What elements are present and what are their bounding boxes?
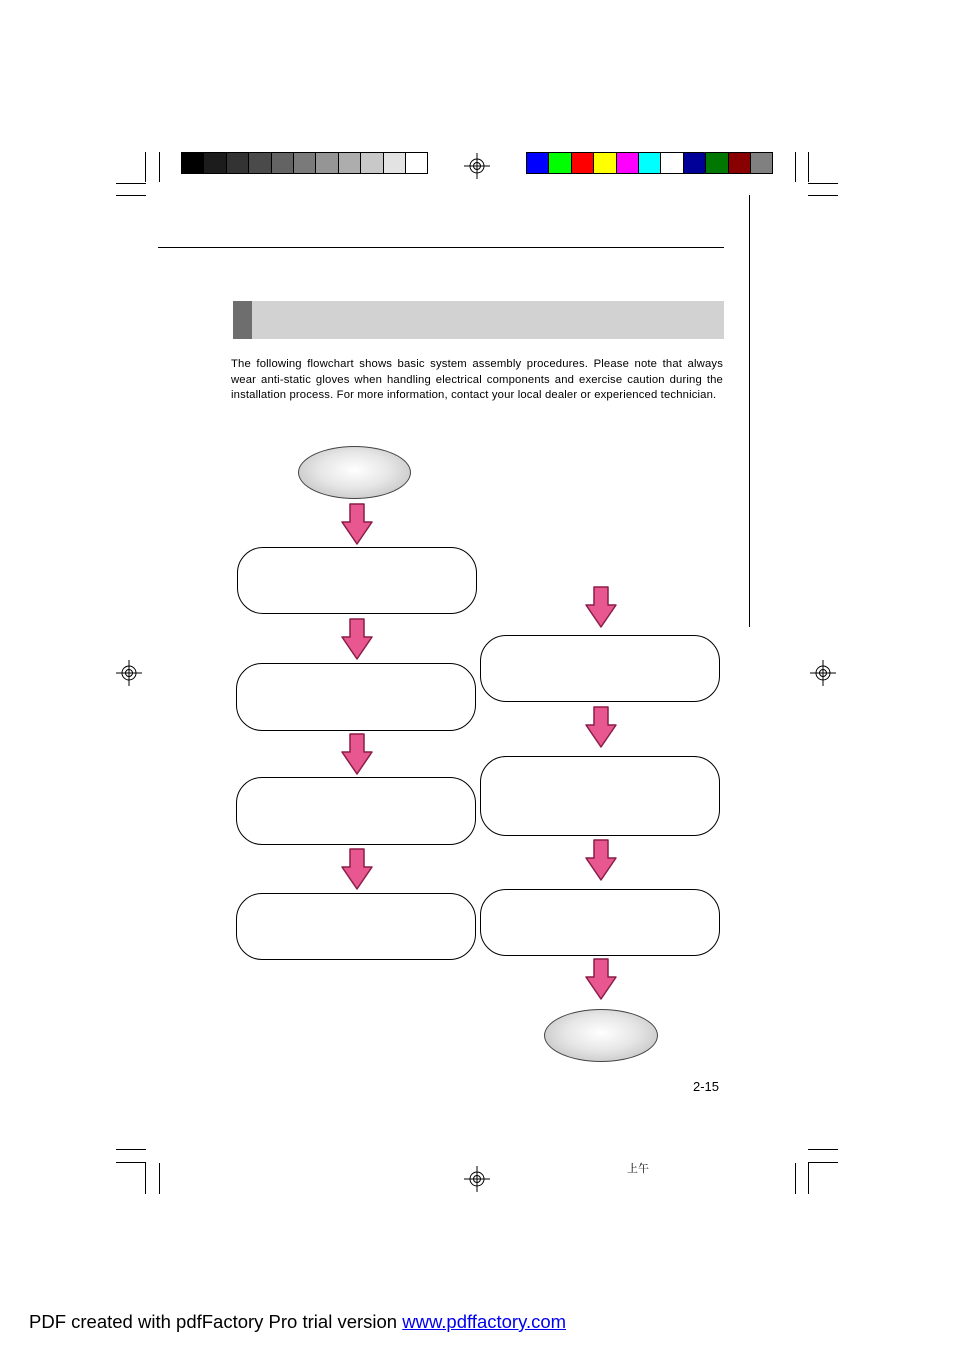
- down-arrow-icon: [340, 502, 374, 546]
- calibration-swatch: [293, 152, 316, 174]
- calibration-swatch: [750, 152, 773, 174]
- down-arrow-icon: [584, 838, 618, 882]
- calibration-swatch: [638, 152, 661, 174]
- flowchart-step-box: [236, 777, 476, 845]
- pdf-footer-text: PDF created with pdfFactory Pro trial version: [29, 1311, 403, 1332]
- calibration-swatch: [683, 152, 706, 174]
- crop-mark: [116, 183, 146, 184]
- calibration-swatch: [405, 152, 428, 174]
- down-arrow-icon: [584, 957, 618, 1001]
- registration-crosshair-icon: [464, 1166, 490, 1192]
- down-arrow-icon: [584, 705, 618, 749]
- flowchart-step-box: [237, 547, 477, 614]
- flowchart-step-box: [480, 635, 720, 702]
- down-arrow-icon: [340, 732, 374, 776]
- flowchart-step-box: [480, 889, 720, 956]
- calibration-swatch: [383, 152, 406, 174]
- flowchart-start-oval: [298, 446, 411, 499]
- calibration-swatch: [571, 152, 594, 174]
- calibration-swatch: [548, 152, 571, 174]
- calibration-swatch: [660, 152, 683, 174]
- pdf-footer: [29, 1311, 566, 1333]
- crop-mark: [795, 152, 796, 182]
- section-heading-bar: [233, 301, 724, 339]
- crop-mark: [808, 152, 809, 182]
- header-rule: [158, 247, 724, 248]
- calibration-swatch: [338, 152, 361, 174]
- calibration-swatch: [593, 152, 616, 174]
- intro-paragraph: The following flowchart shows basic system assembly procedures. Please note that always wear anti-static gloves when handling electrical components and exercise caution during the installation process. For more information, contact your local dealer or experienced technician.: [231, 358, 723, 402]
- registration-crosshair-icon: [464, 153, 490, 179]
- calibration-swatch: [616, 152, 639, 174]
- calibration-swatch: [203, 152, 226, 174]
- calibration-swatch: [226, 152, 249, 174]
- crop-mark: [145, 152, 146, 182]
- crop-mark: [808, 1149, 838, 1150]
- pdffactory-link[interactable]: www.pdffactory.com: [402, 1311, 567, 1332]
- crop-mark: [159, 1163, 160, 1194]
- flowchart-end-oval: [544, 1009, 658, 1062]
- crop-mark: [116, 195, 146, 196]
- down-arrow-icon: [340, 847, 374, 891]
- crop-mark: [116, 1162, 146, 1163]
- crop-mark: [159, 152, 160, 182]
- page-number: 2-15: [693, 1079, 720, 1094]
- crop-mark: [808, 195, 838, 196]
- registration-crosshair-icon: [810, 660, 836, 686]
- crop-mark: [808, 1163, 809, 1194]
- crop-mark: [145, 1163, 146, 1194]
- calibration-swatch: [315, 152, 338, 174]
- crop-mark: [116, 1149, 146, 1150]
- crop-mark: [808, 183, 838, 184]
- crop-mark: [808, 1162, 838, 1163]
- calibration-swatch: [728, 152, 751, 174]
- down-arrow-icon: [340, 617, 374, 661]
- calibration-swatch: [181, 152, 204, 174]
- section-heading-tab: [233, 301, 252, 339]
- print-mark-label: 上午: [627, 1162, 649, 1175]
- calibration-swatch: [271, 152, 294, 174]
- calibration-swatch: [248, 152, 271, 174]
- margin-rule: [749, 195, 750, 627]
- registration-crosshair-icon: [116, 660, 142, 686]
- calibration-swatch: [526, 152, 549, 174]
- calibration-swatch: [360, 152, 383, 174]
- flowchart-step-box: [480, 756, 720, 836]
- calibration-swatch: [705, 152, 728, 174]
- down-arrow-icon: [584, 585, 618, 629]
- flowchart-step-box: [236, 663, 476, 731]
- flowchart-step-box: [236, 893, 476, 960]
- crop-mark: [795, 1163, 796, 1194]
